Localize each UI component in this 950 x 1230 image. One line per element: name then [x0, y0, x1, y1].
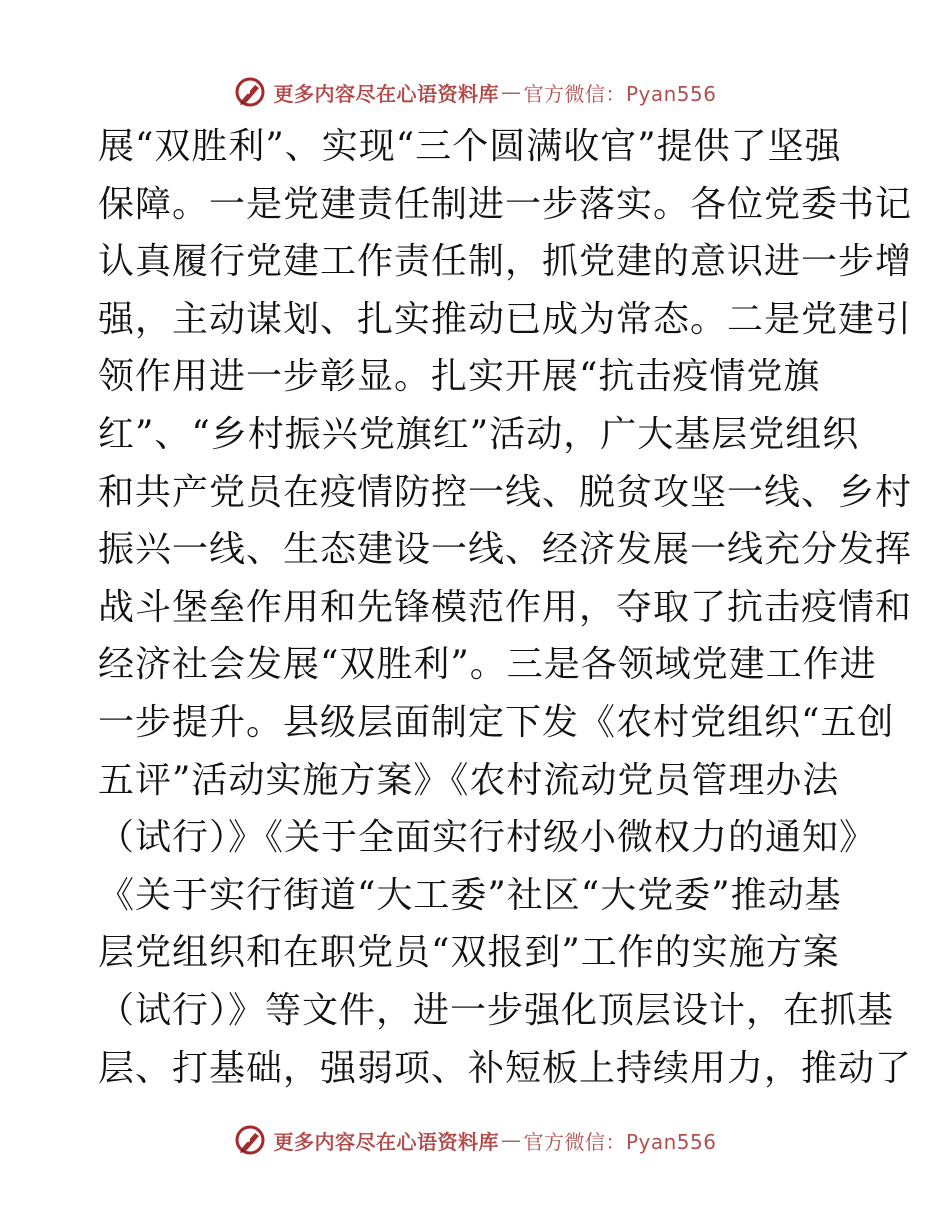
- body-line: 领作用进一步彰显。扎实开展“抗击疫情党旗: [98, 356, 821, 398]
- body-line: 保障。一是党建责任制进一步落实。各位党委书记: [98, 183, 913, 225]
- body-line: 认真履行党建工作责任制，抓党建的意识进一步增: [98, 241, 913, 283]
- watermark-separator: —: [500, 1128, 522, 1152]
- body-line: 经济社会发展“双胜利”。三是各领域党建工作进: [98, 644, 877, 686]
- watermark-main-text: 更多内容尽在心语资料库: [273, 1129, 499, 1154]
- watermark-main-text: 更多内容尽在心语资料库: [273, 81, 499, 106]
- header-watermark: [0, 70, 950, 114]
- watermark-text: [273, 78, 716, 107]
- body-line: 展“双胜利”、实现“三个圆满收官”提供了坚强: [98, 126, 842, 167]
- body-line: 层、打基础，强弱项、补短板上持续用力，推动了: [98, 1047, 913, 1089]
- body-line: （试行）》等文件，进一步强化顶层设计，在抓基: [98, 989, 895, 1031]
- body-line: （试行）》《关于全面实行村级小微权力的通知》: [98, 817, 877, 859]
- body-line: 战斗堡垒作用和先锋模范作用，夺取了抗击疫情和: [98, 586, 913, 628]
- body-line: 红”、“乡村振兴党旗红”活动，广大基层党组织: [98, 413, 860, 455]
- pen-logo-icon: [233, 1123, 267, 1157]
- body-line: 五评”活动实施方案》《农村流动党员管理办法: [98, 759, 840, 801]
- body-line: 层党组织和在职党员“双报到”工作的实施方案: [98, 932, 840, 974]
- body-line: 振兴一线、生态建设一线、经济发展一线充分发挥: [98, 529, 913, 571]
- body-line: 和共产党员在疫情防控一线、脱贫攻坚一线、乡村: [98, 471, 913, 513]
- watermark-text: [273, 1126, 716, 1155]
- watermark-contact-text: 官方微信：Pyan556: [523, 81, 717, 106]
- document-body: [98, 118, 913, 1097]
- footer-watermark: [0, 1118, 950, 1162]
- pen-logo-icon: [233, 75, 267, 109]
- body-line: 《关于实行街道“大工委”社区“大党委”推动基: [98, 874, 842, 916]
- body-line: 一步提升。县级层面制定下发《农村党组织“五创: [98, 701, 895, 743]
- watermark-separator: —: [500, 80, 522, 104]
- body-line: 强，主动谋划、扎实推动已成为常态。二是党建引: [98, 298, 913, 340]
- watermark-contact-text: 官方微信：Pyan556: [523, 1129, 717, 1154]
